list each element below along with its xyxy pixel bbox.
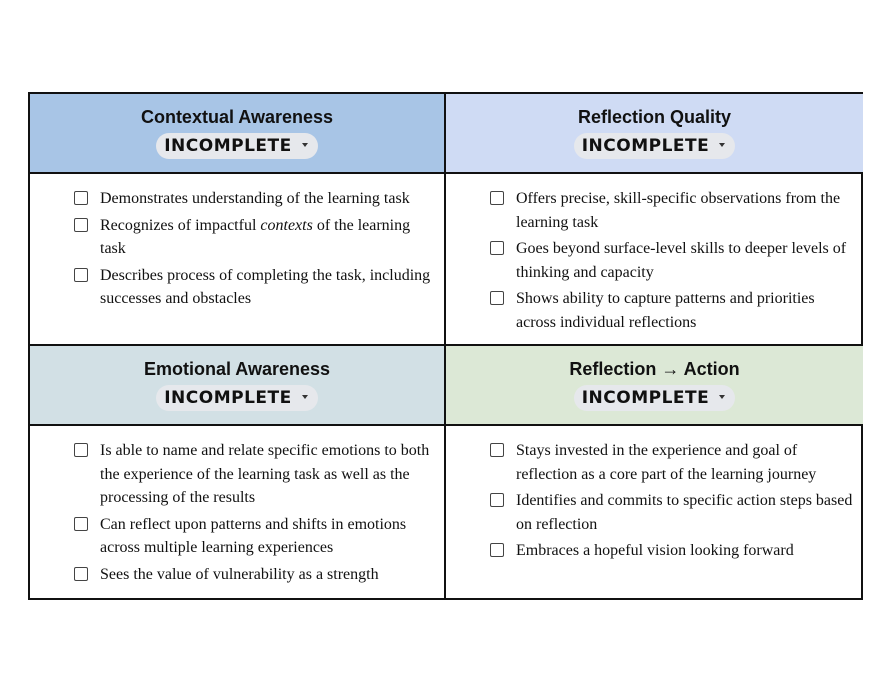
quadrant-title: Contextual Awareness	[140, 107, 334, 127]
reflection-rubric-grid	[28, 92, 863, 600]
quadrant-title: Emotional Awareness	[143, 359, 331, 379]
checkbox[interactable]	[74, 191, 88, 205]
caret-down-icon	[719, 143, 725, 147]
criterion-item	[74, 214, 436, 261]
criterion-item	[490, 237, 855, 284]
checkbox[interactable]	[74, 268, 88, 282]
criterion-text: Can reflect upon patterns and shifts in emotions across multiple learning experiences	[100, 515, 407, 556]
checkbox[interactable]	[74, 567, 88, 581]
status-dropdown[interactable]	[156, 133, 318, 159]
checkbox[interactable]	[490, 191, 504, 205]
contextual-awareness-header	[30, 94, 446, 174]
status-dropdown[interactable]	[574, 133, 736, 159]
criterion-text: Is able to name and relate specific emotions to both the experience of the learning task as well as the processing of the results	[100, 442, 430, 506]
checkbox[interactable]	[490, 291, 504, 305]
caret-down-icon	[719, 395, 725, 399]
caret-down-icon	[302, 395, 308, 399]
status-value: INCOMPLETE	[164, 136, 292, 156]
criterion-item	[74, 513, 436, 560]
criterion-text: Demonstrates understanding of the learning task	[100, 190, 410, 207]
status-value: INCOMPLETE	[164, 388, 292, 408]
status-value: INCOMPLETE	[581, 388, 710, 408]
quadrant-title: Reflection Quality	[577, 107, 732, 127]
criterion-text: Recognizes of impactful contexts of the learning task	[100, 216, 411, 257]
checkbox[interactable]	[74, 517, 88, 531]
criterion-item	[490, 187, 855, 234]
emotional-awareness-criteria	[30, 426, 446, 598]
criterion-item	[74, 563, 436, 587]
reflection-action-criteria	[446, 426, 863, 598]
criterion-item	[490, 287, 855, 334]
criterion-text: Describes process of completing the task, including successes and obstacles	[100, 266, 431, 307]
criterion-item	[74, 439, 436, 510]
reflection-action-header	[446, 346, 863, 426]
checkbox[interactable]	[490, 543, 504, 557]
criterion-text: Sees the value of vulnerability as a strength	[100, 565, 379, 583]
quadrant-title: Reflection → Action	[569, 359, 740, 379]
caret-down-icon	[302, 143, 308, 147]
checkbox[interactable]	[74, 218, 88, 232]
contextual-awareness-criteria	[30, 174, 446, 346]
status-value: INCOMPLETE	[581, 136, 710, 156]
emotional-awareness-header	[30, 346, 446, 426]
criterion-text: Goes beyond surface-level skills to deeper levels of thinking and capacity	[516, 240, 847, 281]
criterion-item	[490, 539, 855, 563]
checkbox[interactable]	[74, 443, 88, 457]
criterion-text: Stays invested in the experience and goal of reflection as a core part of the learning journey	[516, 442, 817, 483]
reflection-quality-criteria	[446, 174, 863, 346]
criterion-item	[74, 264, 436, 311]
checkbox[interactable]	[490, 443, 504, 457]
criterion-item	[490, 489, 855, 536]
criterion-item	[74, 187, 436, 211]
criterion-text: Identifies and commits to specific action steps based on reflection	[516, 492, 853, 533]
checkbox[interactable]	[490, 493, 504, 507]
reflection-quality-header	[446, 94, 863, 174]
criterion-text: Offers precise, skill-specific observations from the learning task	[516, 190, 841, 231]
criterion-item	[490, 439, 855, 486]
criterion-text: Shows ability to capture patterns and priorities across individual reflections	[516, 290, 815, 331]
status-dropdown[interactable]	[574, 385, 736, 411]
checkbox[interactable]	[490, 241, 504, 255]
status-dropdown[interactable]	[156, 385, 318, 411]
criterion-text: Embraces a hopeful vision looking forward	[516, 542, 794, 559]
